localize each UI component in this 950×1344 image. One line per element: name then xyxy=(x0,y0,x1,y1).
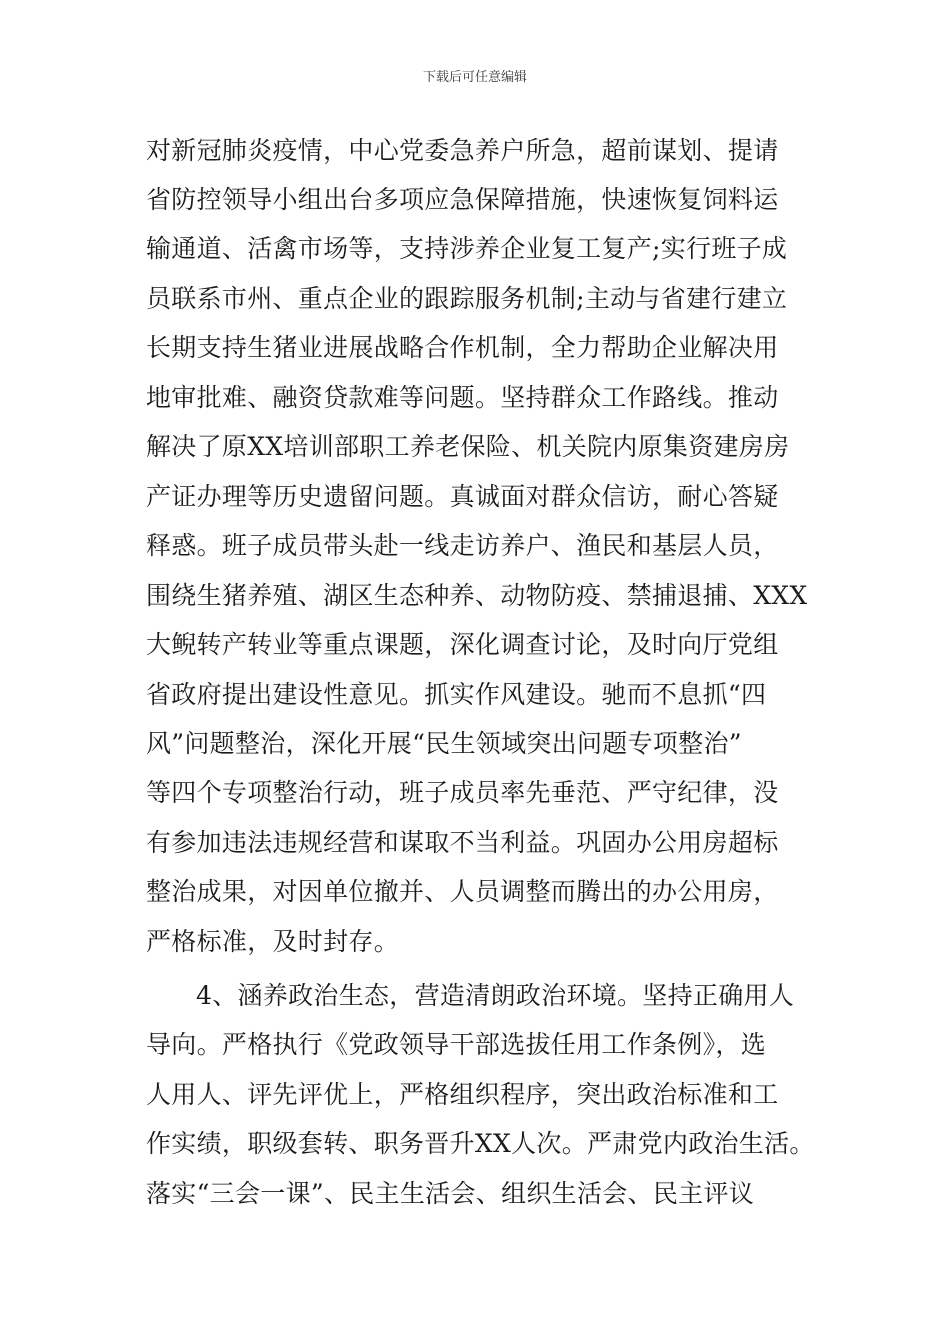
body-line: 省防控领导小组出台多项应急保障措施，快速恢复饲料运 xyxy=(146,185,779,214)
body-line: 对新冠肺炎疫情，中心党委急养户所急，超前谋划、提请 xyxy=(146,136,779,165)
body-line: 地审批难、融资贷款难等问题。坚持群众工作路线。推动 xyxy=(146,383,779,412)
body-line: 解决了原XX培训部职工养老保险、机关院内原集资建房房 xyxy=(146,432,790,461)
body-line: 产证办理等历史遗留问题。真诚面对群众信访，耐心答疑 xyxy=(146,482,779,511)
body-line: 导向。严格执行《党政领导干部选拔任用工作条例》，选 xyxy=(146,1030,767,1059)
body-line: 员联系市州、重点企业的跟踪服务机制;主动与省建行建立 xyxy=(146,284,788,313)
page-header: 下载后可任意编辑 xyxy=(422,70,527,85)
body-line: 整治成果，对因单位撤并、人员调整而腾出的办公用房， xyxy=(146,877,779,906)
body-line: 人用人、评先评优上，严格组织程序，突出政治标准和工 xyxy=(146,1080,779,1109)
body-line: 长期支持生猪业进展战略合作机制，全力帮助企业解决用 xyxy=(146,333,779,362)
body-line: 大鲵转产转业等重点课题，深化调查讨论，及时向厅党组 xyxy=(146,630,779,659)
body-line: 落实“三会一课”、民主生活会、组织生活会、民主评议 xyxy=(146,1179,755,1208)
paragraph-start-line: 4、涵养政治生态，营造清朗政治环境。坚持正确用人 xyxy=(196,981,795,1010)
body-line: 输通道、活禽市场等，支持涉养企业复工复产;实行班子成 xyxy=(146,234,788,263)
body-line: 围绕生猪养殖、湖区生态种养、动物防疫、禁捕退捕、XXX xyxy=(146,581,808,610)
body-line: 省政府提出建设性意见。抓实作风建设。驰而不息抓“四 xyxy=(146,680,767,709)
body-line: 有参加违法违规经营和谋取不当利益。巩固办公用房超标 xyxy=(146,828,779,857)
body-line: 等四个专项整治行动，班子成员率先垂范、严守纪律，没 xyxy=(146,778,779,807)
body-line: 释惑。班子成员带头赴一线走访养户、渔民和基层人员， xyxy=(146,531,779,560)
body-line: 严格标准，及时封存。 xyxy=(146,927,400,956)
body-line: 风”问题整治，深化开展“民生领域突出问题专项整治” xyxy=(146,729,742,758)
body-line: 作实绩，职级套转、职务晋升XX人次。严肃党内政治生活。 xyxy=(146,1129,815,1158)
